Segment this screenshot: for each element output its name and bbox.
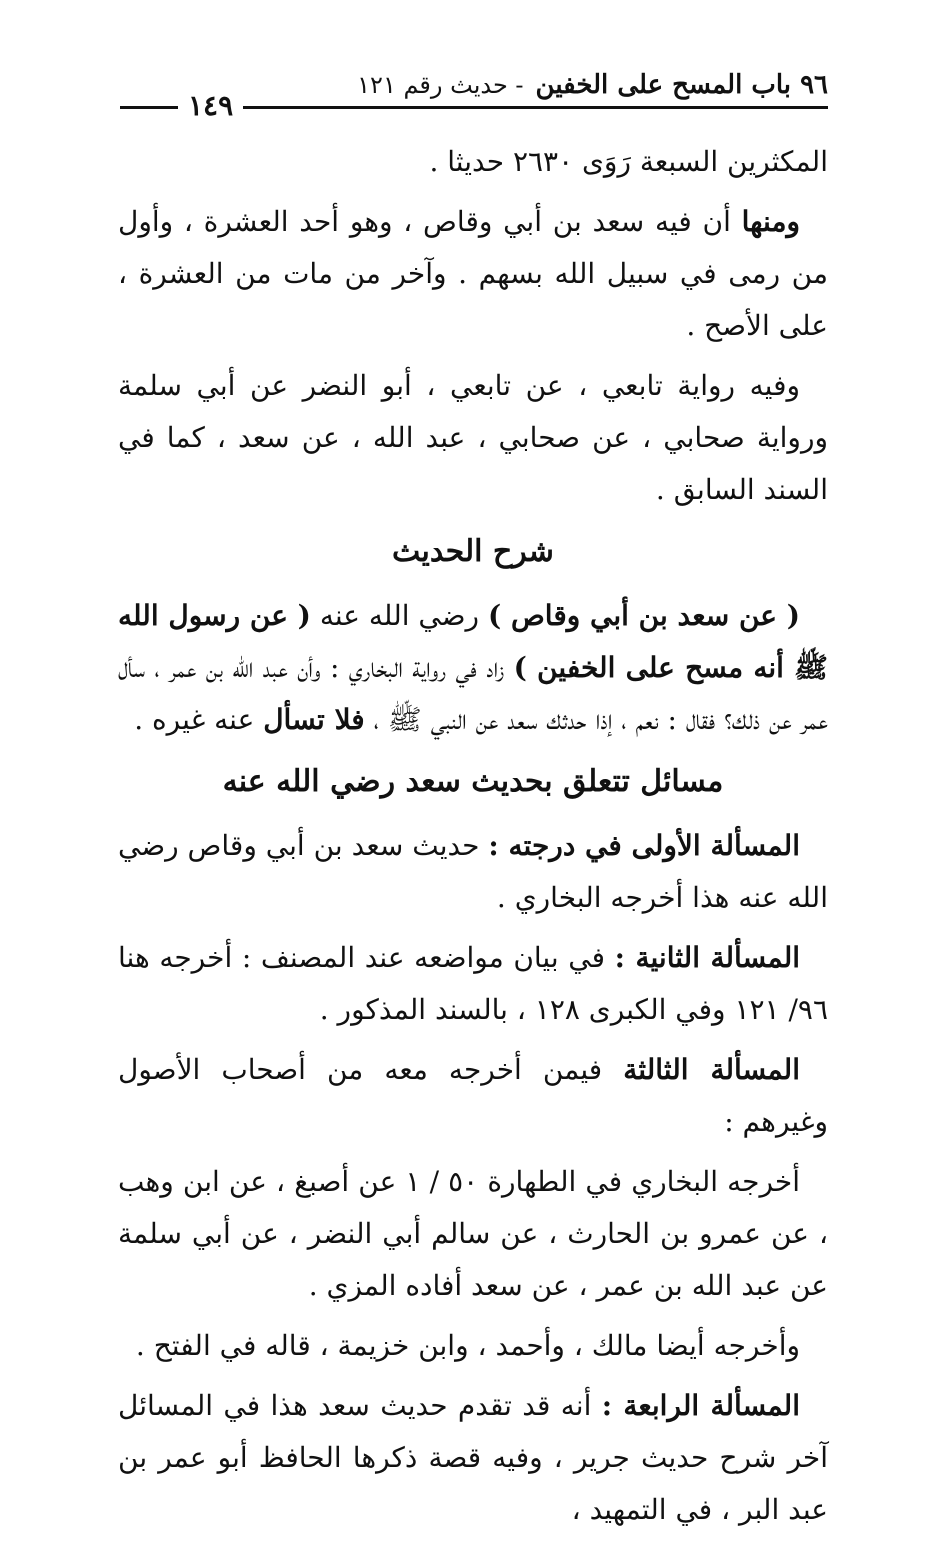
masala-text: فيمن أخرجه معه من أصحاب الأصول وغيرهم : bbox=[118, 1053, 828, 1138]
paragraph-text: أن فيه سعد بن أبي وقاص ، وهو أحد العشرة ، وأول من رمى في سبيل الله بسهم . وآخر من مات من العشرة ، على الأصح . bbox=[118, 205, 828, 342]
section-heading-sharh: شرح الحديث bbox=[392, 534, 554, 569]
paragraph-lead: ومنها bbox=[741, 205, 800, 238]
masala-lead: المسألة الرابعة : bbox=[601, 1389, 800, 1422]
paragraph bbox=[118, 360, 828, 516]
paragraph bbox=[118, 196, 828, 352]
page-number: ١٤٩ bbox=[178, 90, 243, 122]
page-body bbox=[118, 136, 828, 1544]
masala-paragraph bbox=[118, 1044, 828, 1148]
masala-lead: المسألة الأولى في درجته : bbox=[488, 829, 800, 862]
paragraph bbox=[118, 136, 828, 188]
masala-paragraph bbox=[118, 1156, 828, 1312]
page-header bbox=[120, 66, 828, 126]
masala-lead: المسألة الثالثة bbox=[623, 1053, 800, 1086]
masala-text: حديث سعد بن أبي وقاص رضي الله عنه هذا أخرجه البخاري . bbox=[118, 829, 828, 914]
sharh-paragraph bbox=[118, 590, 828, 746]
masala-lead: المسألة الثانية : bbox=[614, 941, 800, 974]
sharh-text: زاد في رواية البخاري : وأن عبد الله بن عمر ، سأل عمر عن ذلك؟ فقال : نعم ، إذا حدثك سعد عن النبي ﷺ ، bbox=[118, 651, 828, 736]
masala-text: أنه قد تقدم حديث سعد هذا في المسائل آخر شرح حديث جرير ، وفيه قصة ذكرها الحافظ أبو عمر بن عبد البر ، في التمهيد ، bbox=[118, 1389, 828, 1526]
paragraph-text: المكثرين السبعة رَوَى ٢٦٣٠ حديثا . bbox=[429, 145, 828, 178]
masala-paragraph bbox=[118, 1320, 828, 1372]
sharh-lead: ( عن سعد بن أبي وقاص ) bbox=[487, 599, 800, 632]
masala-text: في بيان مواضعه عند المصنف : أخرجه هنا ٩٦/ ١٢١ وفي الكبرى ١٢٨ ، بالسند المذكور . bbox=[118, 941, 828, 1026]
sharh-emphasis: فلا تسأل bbox=[263, 703, 365, 736]
chapter-title: ٩٦ باب المسح على الخفين bbox=[535, 70, 828, 100]
sharh-text: رضي الله عنه bbox=[310, 599, 488, 632]
paragraph-text: وفيه رواية تابعي ، عن تابعي ، أبو النضر عن أبي سلمة ورواية صحابي ، عن صحابي ، عبد الله ، عن سعد ، كما في السند السابق . bbox=[118, 369, 828, 506]
masala-paragraph bbox=[118, 932, 828, 1036]
hadith-reference: - حديث رقم ١٢١ bbox=[357, 71, 524, 99]
masala-text: أخرجه البخاري في الطهارة ٥٠ / ١ عن أصبغ ، عن ابن وهب ، عن عمرو بن الحارث ، عن سالم أبي النضر ، عن أبي سلمة عن عبد الله بن عمر ، عن سعد أفاده المزي . bbox=[118, 1165, 828, 1302]
masala-paragraph bbox=[118, 820, 828, 924]
sharh-quote: ( عن رسول الله ﷺ أنه مسح على الخفين ) bbox=[118, 599, 828, 684]
section-heading-masail: مسائل تتعلق بحديث سعد رضي الله عنه bbox=[222, 764, 724, 799]
masala-paragraph bbox=[118, 1380, 828, 1536]
masala-text: وأخرجه أيضا مالك ، وأحمد ، وابن خزيمة ، قاله في الفتح . bbox=[135, 1329, 800, 1362]
sharh-text: عنه غيره . bbox=[134, 703, 264, 736]
running-title bbox=[357, 70, 828, 100]
